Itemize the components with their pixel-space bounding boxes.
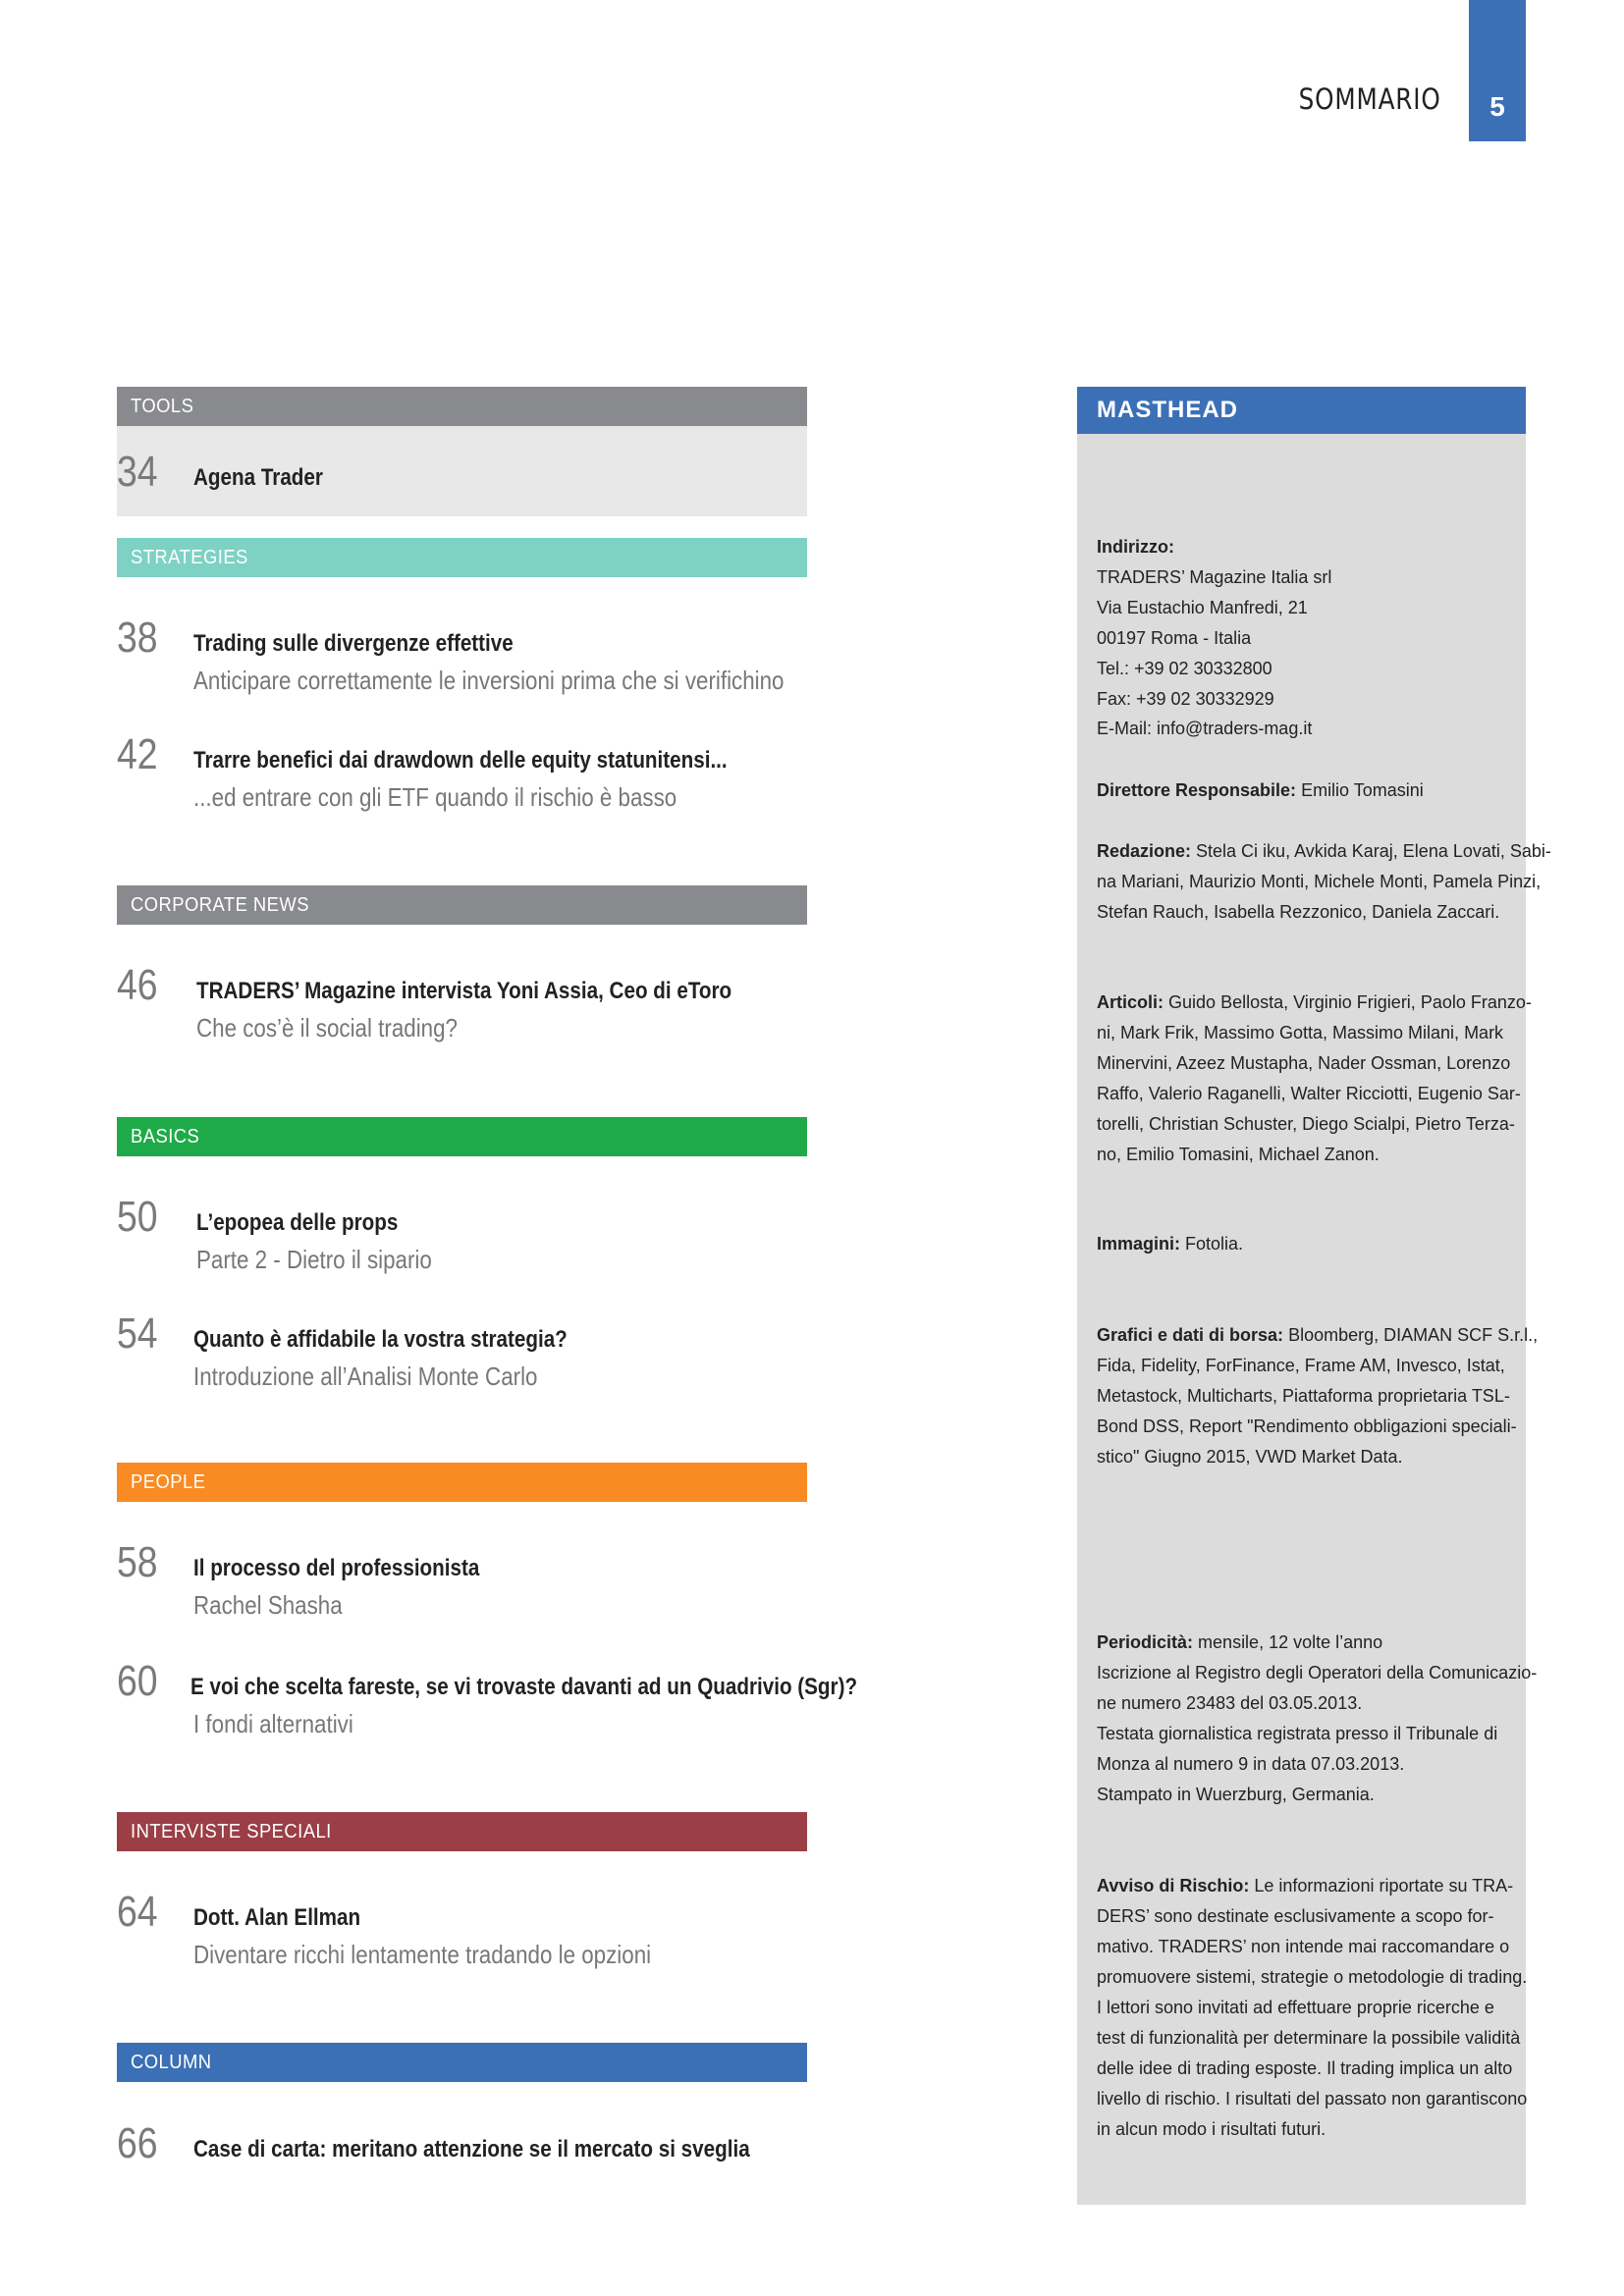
redazione-line: Stefan Rauch, Isabella Rezzonico, Daniela Zaccari. (1097, 901, 1500, 922)
avviso-line: promuovere sistemi, strategie o metodologie di trading. (1097, 1966, 1528, 1987)
entry-page-number: 38 (117, 614, 158, 662)
page-number: 5 (1489, 91, 1505, 122)
periodicita-line: mensile, 12 volte l’anno (1198, 1632, 1383, 1652)
periodicita-line: ne numero 23483 del 03.05.2013. (1097, 1692, 1363, 1713)
entry-subtitle: I fondi alternativi (193, 1709, 353, 1738)
avviso-line: DERS’ sono destinate esclusivamente a scopo for- (1097, 1905, 1494, 1926)
articoli-label: Articoli: (1097, 992, 1164, 1012)
section-label-strategies: STRATEGIES (131, 546, 248, 568)
entry-subtitle: Parte 2 - Dietro il sipario (196, 1245, 432, 1274)
masthead-periodicita (1097, 1628, 1538, 1809)
grafici-line: stico" Giugno 2015, VWD Market Data. (1097, 1446, 1403, 1467)
indirizzo-line: 00197 Roma - Italia (1097, 627, 1252, 648)
masthead-avviso (1097, 1871, 1528, 1993)
periodicita-line: Stampato in Wuerzburg, Germania. (1097, 1784, 1375, 1804)
section-label-interviste-speciali: INTERVISTE SPECIALI (131, 1820, 332, 1842)
masthead-panel (1077, 387, 1551, 2205)
indirizzo-line: Tel.: +39 02 30332800 (1097, 658, 1272, 678)
section-bar-interviste-speciali (117, 1812, 807, 1851)
page-number-tab (1469, 0, 1526, 141)
masthead-immagini (1097, 1229, 1509, 1259)
section-bar-basics (117, 1117, 807, 1156)
masthead-indirizzo (1097, 532, 1509, 744)
periodicita-line: Testata giornalistica registrata presso il Tribunale di (1097, 1723, 1498, 1743)
entry-title: Il processo del professionista (193, 1555, 480, 1581)
lettori-line: in alcun modo i risultati futuri. (1097, 2118, 1326, 2139)
masthead-title-bar (1077, 387, 1526, 434)
entry-subtitle: Rachel Shasha (193, 1590, 343, 1620)
lettori-line: delle idee di trading esposte. Il trading implica un alto (1097, 2057, 1513, 2078)
masthead-redazione (1097, 836, 1551, 928)
articoli-line: ni, Mark Frik, Massimo Gotta, Massimo Milani, Mark (1097, 1022, 1504, 1042)
articoli-line: Raffo, Valerio Raganelli, Walter Ricciotti, Eugenio Sar- (1097, 1083, 1521, 1103)
entry-title: E voi che scelta fareste, se vi trovaste davanti ad un Quadrivio (Sgr)? (190, 1674, 858, 1700)
avviso-line: mativo. TRADERS’ non intende mai raccomandare o (1097, 1936, 1510, 1956)
entry-subtitle: Che cos’è il social trading? (196, 1013, 458, 1042)
entry-page-number: 34 (117, 448, 158, 496)
section-label-basics: BASICS (131, 1125, 200, 1148)
entry-title: L’epopea delle props (196, 1209, 399, 1236)
entry-title: Dott. Alan Ellman (193, 1904, 361, 1931)
section-bar-strategies (117, 538, 807, 577)
entry-page-number: 66 (117, 2119, 158, 2167)
grafici-line: Metastock, Multicharts, Piattaforma proprietaria TSL- (1097, 1385, 1510, 1406)
section-bar-column (117, 2043, 807, 2082)
masthead-lettori (1097, 1993, 1528, 2145)
entry-page-number: 42 (117, 730, 158, 778)
lettori-line: I lettori sono invitati ad effettuare proprie ricerche e (1097, 1998, 1494, 2017)
avviso-line: Le informazioni riportate su TRA- (1254, 1876, 1514, 1896)
redazione-line: Stela Ci iku, Avkida Karaj, Elena Lovati, Sabi- (1196, 841, 1551, 861)
section-label-tools: TOOLS (131, 395, 194, 417)
direttore-label: Direttore Responsabile: (1097, 780, 1297, 800)
entry-title: Trarre benefici dai drawdown delle equity statunitensi... (193, 747, 728, 774)
section-bar-people (117, 1463, 807, 1502)
entry-title: Trading sulle divergenze effettive (193, 630, 514, 657)
entry-title: Quanto è affidabile la vostra strategia? (193, 1326, 568, 1353)
avviso-label: Avviso di Rischio: (1097, 1876, 1250, 1896)
indirizzo-line: TRADERS’ Magazine Italia srl (1097, 566, 1332, 587)
masthead-grafici (1097, 1320, 1539, 1472)
entry-page-number: 50 (117, 1193, 158, 1241)
articoli-line: torelli, Christian Schuster, Diego Scialpi, Pietro Terza- (1097, 1113, 1515, 1134)
entry-page-number: 58 (117, 1538, 158, 1586)
periodicita-line: Iscrizione al Registro degli Operatori della Comunicazio- (1097, 1662, 1538, 1682)
periodicita-label: Periodicità: (1097, 1632, 1194, 1652)
lettori-line: livello di rischio. I risultati del passato non garantiscono (1097, 2088, 1528, 2109)
entry-title: Agena Trader (193, 464, 323, 491)
articoli-line: Guido Bellosta, Virginio Frigieri, Paolo Franzo- (1168, 992, 1532, 1012)
entry-subtitle: Introduzione all’Analisi Monte Carlo (193, 1362, 538, 1391)
masthead-articoli (1097, 988, 1532, 1169)
lettori-line: test di funzionalità per determinare la possibile validità (1097, 2027, 1521, 2048)
entry-title: TRADERS’ Magazine intervista Yoni Assia, Ceo di eToro (196, 978, 732, 1004)
immagini-label: Immagini: (1097, 1234, 1181, 1254)
masthead-direttore (1097, 775, 1509, 806)
grafici-line: Bond DSS, Report "Rendimento obbligazioni speciali- (1097, 1415, 1517, 1436)
entry-page-number: 46 (117, 961, 158, 1009)
page-header-title: SOMMARIO (1298, 82, 1441, 116)
entry-page-number: 54 (117, 1309, 158, 1358)
articoli-line: no, Emilio Tomasini, Michael Zanon. (1097, 1144, 1380, 1164)
entry-page-number: 64 (117, 1888, 158, 1936)
entry-subtitle: ...ed entrare con gli ETF quando il rischio è basso (193, 782, 677, 812)
indirizzo-email[interactable]: E-Mail: info@traders-mag.it (1097, 719, 1313, 739)
entry-subtitle: Anticipare correttamente le inversioni prima che si verifichino (193, 666, 785, 695)
indirizzo-label: Indirizzo: (1097, 537, 1174, 557)
redazione-line: na Mariani, Maurizio Monti, Michele Monti, Pamela Pinzi, (1097, 871, 1542, 891)
periodicita-line: Monza al numero 9 in data 07.03.2013. (1097, 1753, 1405, 1774)
grafici-label: Grafici e dati di borsa: (1097, 1325, 1284, 1345)
masthead-title: MASTHEAD (1097, 397, 1238, 423)
direttore-text: Emilio Tomasini (1301, 780, 1424, 800)
grafici-line: Fida, Fidelity, ForFinance, Frame AM, Invesco, Istat, (1097, 1355, 1505, 1375)
grafici-line: Bloomberg, DIAMAN SCF S.r.l., (1288, 1325, 1539, 1345)
entry-title: Case di carta: meritano attenzione se il mercato si sveglia (193, 2136, 750, 2163)
articoli-line: Minervini, Azeez Mustapha, Nader Ossman, Lorenzo (1097, 1052, 1511, 1073)
redazione-label: Redazione: (1097, 841, 1192, 861)
immagini-text: Fotolia. (1185, 1234, 1244, 1254)
indirizzo-line: Fax: +39 02 30332929 (1097, 688, 1274, 709)
entry-page-number: 60 (117, 1657, 158, 1705)
section-label-corporate-news: CORPORATE NEWS (131, 893, 309, 916)
section-bar-tools (117, 387, 807, 426)
section-label-column: COLUMN (131, 2051, 212, 2073)
indirizzo-line: Via Eustachio Manfredi, 21 (1097, 597, 1308, 617)
entry-subtitle: Diventare ricchi lentamente tradando le opzioni (193, 1940, 652, 1969)
section-label-people: PEOPLE (131, 1470, 206, 1493)
section-bar-corporate-news (117, 885, 807, 925)
